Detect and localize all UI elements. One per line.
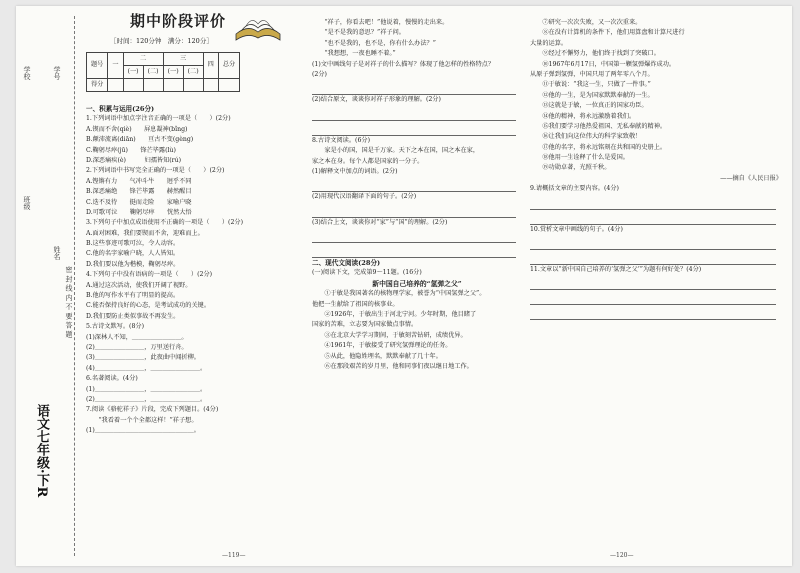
text-line: (1)深林人不知，＿＿＿＿＿＿＿＿。: [86, 333, 188, 341]
score-cell[interactable]: [163, 79, 183, 92]
text-line: 9.请概括文章的主要内容。(4分): [530, 185, 619, 193]
book-icon: [232, 10, 284, 44]
page-number-left: —119—: [222, 552, 246, 559]
answer-line[interactable]: [312, 121, 516, 136]
text-line: B.深恶痛绝 锋芒毕露 赫然醒目: [86, 188, 192, 196]
page-number-right: —120—: [610, 552, 634, 559]
text-line: ⑲功勋卓著，光照千秋。: [530, 164, 611, 172]
right-questions: [530, 18, 782, 320]
field-id: 学号: [53, 66, 61, 80]
text-line: “我看着一个个全都这样！”祥子想。: [86, 416, 198, 424]
score-head-4: 四: [203, 53, 218, 79]
text-line: 大量的运算。: [530, 39, 568, 47]
answer-line[interactable]: [530, 305, 776, 320]
middle-questions: [312, 18, 522, 372]
text-line: D.可歌可泣 鞠躬尽瘁 恍然大悟: [86, 208, 192, 216]
score-sub: (二): [143, 66, 163, 79]
text-line: 家之本在身。每个人都是国家的一分子。: [312, 157, 424, 165]
answer-line[interactable]: [530, 250, 776, 265]
text-line: 3.下列句子中加点成语使用不正确的一项是（ ）(2分): [86, 219, 243, 227]
text-line: ——摘自《人民日报》: [720, 174, 782, 182]
text-line: (1)文中画线句子是对祥子的什么描写？体现了他怎样的性格特点？: [312, 60, 495, 68]
text-line: ③在北京大学学习期间，于敏刻苦钻研，成绩优异。: [312, 331, 467, 339]
left-questions: [86, 104, 302, 437]
text-line: (1)＿＿＿＿＿＿＿＿，＿＿＿＿＿＿＿＿。: [86, 385, 207, 393]
text-line: (3)结合上文，谈谈你对“家”与“国”的理解。(2分): [312, 218, 448, 226]
text-line: 8.古诗文阅读。(6分): [312, 136, 370, 144]
text-line: 家是小的国，国是千万家。天下之本在国，国之本在家，: [312, 147, 480, 155]
score-sub: (二): [183, 66, 203, 79]
text-line: C.他的名字家喻户晓，人人皆知。: [86, 250, 180, 258]
text-line: A.面对困难，我们要锲而不舍，迎难而上。: [86, 229, 204, 237]
text-line: 2.下列词语中书写完全正确的一项是（ ）(2分): [86, 167, 225, 175]
text-line: 10.赏析文章中画线的句子。(4分): [530, 225, 623, 233]
score-head-1: 一: [108, 53, 123, 79]
text-line: 从原子弹到氢弹，中国只用了两年零八个月。: [530, 70, 654, 78]
score-table: [86, 52, 240, 92]
answer-line[interactable]: [530, 275, 776, 290]
text-line: ⑯让我们向这位伟大的科学家致敬！: [530, 133, 642, 141]
text-line: ⑨经过不懈努力，他们终于找到了突破口。: [530, 50, 660, 58]
text-line: (4)＿＿＿＿＿＿＿＿，＿＿＿＿＿＿＿＿。: [86, 364, 207, 372]
score-cell[interactable]: [203, 79, 218, 92]
text-line: A.铿锵有力 气冲斗牛 迥乎不同: [86, 177, 192, 185]
text-line: 5.古诗文默写。(8分): [86, 323, 144, 331]
score-cell[interactable]: [123, 79, 143, 92]
text-line: ⑤从此，他隐姓埋名，默默奉献了几十年。: [312, 352, 442, 360]
section-heading: 二、现代文阅读(28分): [312, 259, 381, 268]
text-line: C.能否保持良好的心态，是考试成功的关键。: [86, 302, 211, 310]
score-cell[interactable]: [218, 79, 239, 92]
answer-line[interactable]: [530, 290, 776, 305]
field-school: 学校: [23, 66, 31, 80]
answer-line[interactable]: [312, 228, 516, 243]
text-line: ⑪于敏说：“我这一生，只做了一件事。”: [530, 81, 651, 89]
text-line: (2)结合原文，谈谈你对祥子形象的理解。(2分): [312, 96, 441, 104]
text-line: 他把一生献给了祖国的核事业。: [312, 300, 399, 308]
text-line: ⑫他的一生，是为国家默默奉献的一生。: [530, 91, 654, 99]
text-line: ①于敏是我国著名的核物理学家，被誉为“中国氢弹之父”。: [312, 290, 486, 298]
text-line: 1.下列词语中加点字注音正确的一项是（ ）(2分): [86, 115, 231, 123]
text-line: ⑦研究一次次失败，又一次次重来。: [530, 19, 642, 26]
text-line: A.锲而不舍(qiè) 屏息凝神(bǐng): [86, 125, 188, 133]
score-head-label: 题号: [87, 53, 108, 79]
score-head-3: 三: [163, 53, 203, 66]
answer-line[interactable]: [312, 106, 516, 121]
score-sub: (一): [123, 66, 143, 79]
text-line: (3)＿＿＿＿＿＿＿＿，此夜曲中闻折柳。: [86, 354, 200, 362]
text-line: ④1961年，于敏接受了研究氢弹理论的任务。: [312, 342, 452, 350]
field-name: 姓名: [53, 246, 61, 260]
text-line: “是不是我的意思？”祥子问。: [312, 29, 405, 37]
text-line: B.这些事迹可歌可泣，令人动容。: [86, 240, 180, 248]
seal-line: [74, 16, 75, 556]
score-cell[interactable]: [143, 79, 163, 92]
text-line: ②1926年，于敏出生于河北宁河。少年时期，他目睹了: [312, 311, 477, 319]
text-line: 4.下列句子中没有语病的一项是（ ）(2分): [86, 271, 213, 279]
text-line: (1)＿＿＿＿＿＿＿＿＿＿＿＿＿＿＿＿。: [86, 427, 200, 435]
text-line: ⑩1967年6月17日，中国第一颗氢弹爆炸成功。: [530, 60, 676, 68]
answer-line[interactable]: [530, 195, 776, 210]
text-line: D.我们要防止类似事故不再发生。: [86, 312, 180, 320]
score-head-total: 总分: [218, 53, 239, 79]
text-line: B.颠沛流离(diān) 亘古不变(gèng): [86, 136, 194, 144]
text-line: A.通过这次活动，使我们开阔了视野。: [86, 281, 192, 289]
text-line: “我想想，一夜也睡不着。”: [312, 50, 396, 58]
text-line: ⑱他用一生诠释了什么是爱国。: [530, 154, 629, 162]
score-row-label: 得分: [87, 79, 108, 92]
answer-line[interactable]: [312, 177, 516, 192]
text-line: (2)用现代汉语翻译下面的句子。(2分): [312, 193, 417, 201]
answer-line[interactable]: [312, 243, 516, 258]
text-line: C.鞠躬尽瘁(jū) 锋芒毕露(lù): [86, 146, 176, 154]
text-line: (1)解释文中加点的词语。(2分): [312, 167, 398, 175]
text-line: (2分): [312, 70, 327, 78]
exam-sheet: [16, 6, 792, 566]
answer-line[interactable]: [530, 235, 776, 250]
binding-margin: [16, 6, 80, 566]
text-line: ⑮我们要学习他热爱祖国、无私奉献的精神。: [530, 122, 667, 130]
score-head-2: 二: [123, 53, 163, 66]
text-line: (2)＿＿＿＿＿＿＿＿，万里送行舟。: [86, 343, 188, 351]
text-line: (2)＿＿＿＿＿＿＿＿，＿＿＿＿＿＿＿＿。: [86, 395, 207, 403]
text-line: ⑭他的精神，将永远激励着我们。: [530, 112, 636, 120]
text-line: D.我们要以他为楷模，鞠躬尽瘁。: [86, 260, 180, 268]
score-cell[interactable]: [108, 79, 123, 92]
answer-line[interactable]: [312, 80, 516, 95]
exam-meta: ［时间：120分钟 满分：120分］: [110, 37, 213, 45]
text-line: “也不是我的，也不是，你有什么办法？”: [312, 39, 436, 47]
subject-label: 语文七年级·下R: [34, 404, 49, 498]
text-line: 新中国自己培养的“氢弹之父”: [372, 279, 462, 288]
text-line: ⑰他的名字，将永远铭刻在共和国的史册上。: [530, 143, 667, 151]
text-line: 11.文章以“新中国自己培养的‘氢弹之父’”为题有何好处？(4分): [530, 266, 702, 274]
text-line: C.迭不及待 挺而走险 家喻户晓: [86, 198, 192, 206]
text-line: (一)阅读下文，完成第9～11题。(16分): [312, 269, 422, 277]
text-line: 国家的苦难，立志要为国家做点事情。: [312, 321, 418, 329]
answer-line[interactable]: [530, 210, 776, 225]
seal-note: 密 封 线 内 不 要 答 题: [65, 266, 73, 338]
section-heading: 一、积累与运用(26分): [86, 105, 155, 113]
score-sub: (一): [163, 66, 183, 79]
text-line: 7.阅读《骆驼祥子》片段，完成下列题目。(4分): [86, 406, 219, 414]
text-line: B.他的写作水平有了明显的提高。: [86, 292, 180, 300]
text-line: ⑧在没有计算机的条件下，他们用算盘和计算尺进行: [530, 29, 685, 37]
field-class: 班级: [23, 196, 31, 210]
score-cell[interactable]: [183, 79, 203, 92]
text-line: D.深恶痛疾(è) 妇孺皆知(rú): [86, 156, 182, 164]
text-line: ⑥在那段艰苦的岁月里，他和同事们夜以继日地工作。: [312, 362, 473, 370]
text-line: “祥子，你看去吧！”他说着，慢慢的走出来。: [312, 19, 449, 26]
page-title: 期中阶段评价: [130, 12, 227, 30]
text-line: 6.名著阅读。(4分): [86, 375, 138, 383]
text-line: ⑬这就是于敏，一位真正的国家功臣。: [530, 102, 648, 110]
answer-line[interactable]: [312, 203, 516, 218]
